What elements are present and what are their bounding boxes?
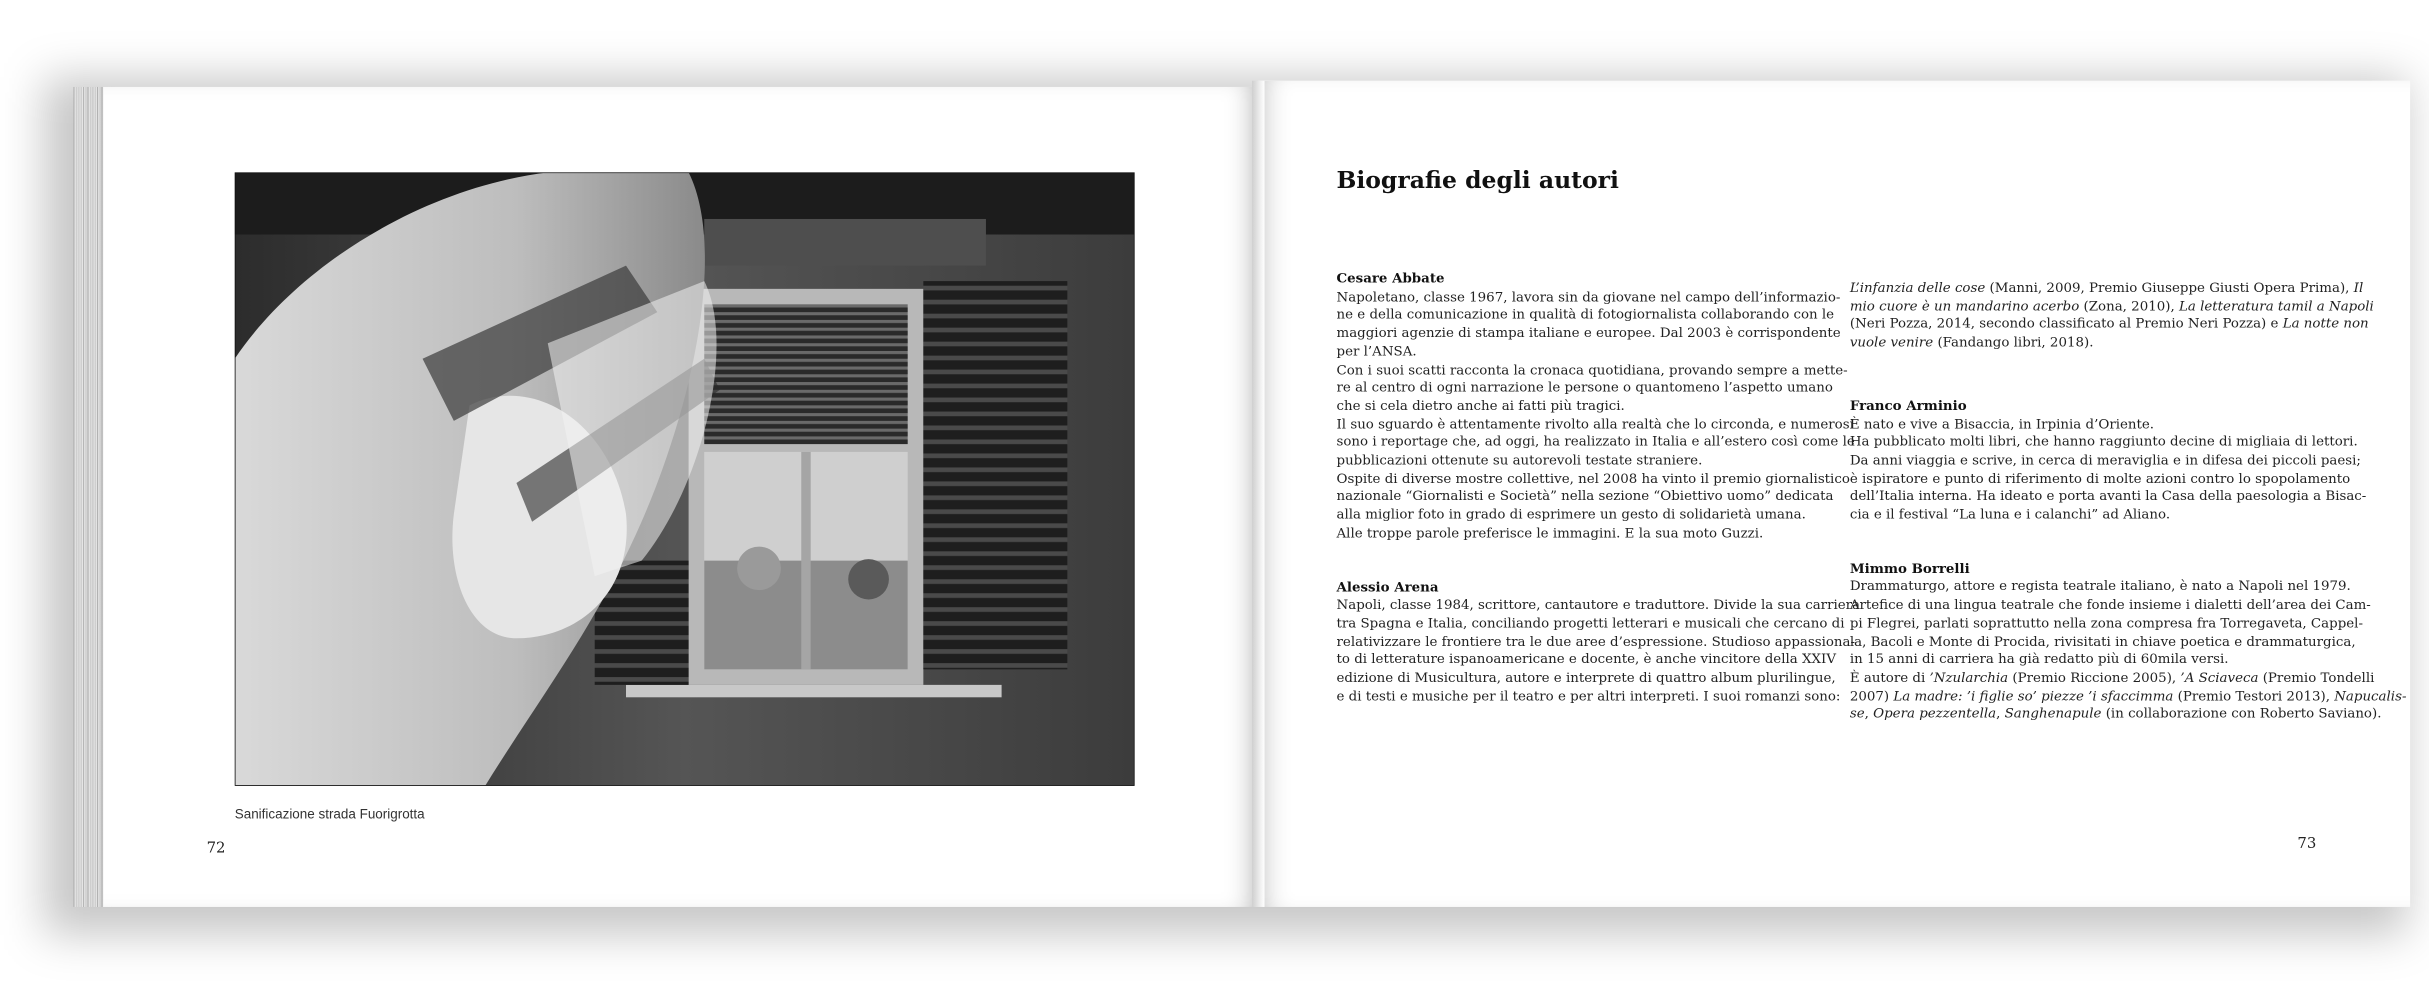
bio-line: maggiori agenzie di stampa italiane e europee. Dal 2003 è corrispondente — [1336, 326, 1841, 342]
bio-line: Ha pubblicato molti libri, che hanno raggiunto decine di migliaia di lettori. — [1849, 435, 2358, 451]
bio-line: per l’ANSA. — [1336, 344, 1417, 361]
bio-line: ne e della comunicazione in qualità di fotogiornalista collaborando con le — [1336, 308, 1835, 324]
bio-line: tra Spagna e Italia, conciliando progetti letterari e musicali che cercano di — [1336, 616, 1845, 632]
bio-column-left — [1337, 272, 1861, 708]
bio-line: Il suo sguardo è attentamente rivolto alla realtà che lo circonda, e numerosi — [1336, 417, 1854, 433]
photo-caption: Sanificazione strada Fuorigrotta — [234, 806, 425, 822]
author-name-borrelli: Mimmo Borrelli — [1849, 561, 1970, 578]
bio-line: Da anni viaggia e scrive, in cerca di meraviglia e in difesa dei piccoli paesi; — [1849, 453, 2361, 469]
book-spine — [1252, 81, 1265, 907]
bio-line: 2007) La madre: ’i figlie so’ piezze ’i sfaccimma (Premio Testori 2013), Napucalis- — [1849, 688, 2407, 705]
photo-illustration — [235, 172, 1135, 785]
bio-line: che si cela dietro anche ai fatti più tragici. — [1336, 398, 1625, 415]
author-name-arena: Alessio Arena — [1336, 580, 1439, 596]
bio-column-right — [1850, 281, 2407, 725]
author-name-arminio: Franco Arminio — [1849, 398, 1967, 415]
bio-line: cia e il festival “La luna e i calanchi” ad Aliano. — [1849, 507, 2171, 524]
bio-line: in 15 anni di carriera ha già redatto più di 60mila versi. — [1849, 652, 2229, 669]
book-title: mio cuore è un mandarino acerbo — [1849, 299, 2080, 315]
photograph — [235, 172, 1135, 785]
page-title: Biografie degli autori — [1336, 166, 1619, 195]
bio-line: pi Flegrei, parlati soprattutto nella zona compresa fra Torregaveta, Cappel- — [1849, 616, 2363, 632]
page-number-left: 72 — [206, 840, 226, 858]
author-name-abbate: Cesare Abbate — [1336, 271, 1445, 288]
bio-line: Drammaturgo, attore e regista teatrale italiano, è nato a Napoli nel 1979. — [1849, 579, 2351, 596]
bio-line: Ospite di diverse mostre collettive, nel 2008 ha vinto il premio giornalistico — [1336, 471, 1850, 488]
bio-line: È nato e vive a Bisaccia, in Irpinia d’Oriente. — [1849, 417, 2155, 433]
bio-line: È autore di ’Nzularchia (Premio Riccione 2005), ’A Sciaveca (Premio Tondelli — [1849, 670, 2375, 687]
bio-line: se, Opera pezzentella, Sanghenapule (in collaborazione con Roberto Saviano). — [1849, 707, 2382, 723]
bio-line: L’infanzia delle cose (Manni, 2009, Premio Giuseppe Giusti Opera Prima), Il — [1849, 281, 2364, 297]
bio-line: pubblicazioni ottenute su autorevoli testate straniere. — [1336, 453, 1703, 470]
bio-line: Con i suoi scatti racconta la cronaca quotidiana, provando sempre a mette- — [1336, 362, 1848, 379]
bio-line: è ispiratore e punto di riferimento di molte azioni contro lo spopolamento — [1849, 471, 2351, 488]
bio-line: Napoli, classe 1984, scrittore, cantautore e traduttore. Divide la sua carriera — [1336, 598, 1861, 614]
bio-line: e di testi e musiche per il teatro e per altri interpreti. I suoi romanzi sono: — [1336, 689, 1841, 705]
bio-line: Napoletano, classe 1967, lavora sin da giovane nel campo dell’informazio- — [1336, 289, 1841, 306]
bio-line: Alle troppe parole preferisce le immagini. E la sua moto Guzzi. — [1336, 526, 1764, 542]
bio-line: to di letterature ispanoamericane e docente, è anche vincitore della XXIV — [1336, 652, 1836, 669]
bio-line: la, Bacoli e Monte di Procida, rivisitati in chiave poetica e drammaturgica, — [1849, 634, 2356, 651]
bio-line: relativizzare le frontiere tra le due aree d’espressione. Studioso appassiona- — [1336, 634, 1856, 651]
bio-line: nazionale “Giornalisti e Società” nella sezione “Obiettivo uomo” dedicata — [1336, 489, 1834, 506]
bio-line: mio cuore è un mandarino acerbo (Zona, 2010), La letteratura tamil a Napoli — [1849, 299, 2374, 315]
bio-line: edizione di Musicultura, autore e interprete di quattro album plurilingue, — [1336, 670, 1836, 687]
bio-line: alla miglior foto in grado di esprimere un gesto di solidarietà umana. — [1336, 508, 1806, 524]
bio-line: dell’Italia interna. Ha ideato e porta avanti la Casa della paesologia a Bisac- — [1849, 489, 2367, 506]
bio-line: Artefice di una lingua teatrale che fonde insieme i dialetti dell’area dei Cam- — [1849, 598, 2371, 614]
page-number-right: 73 — [2297, 835, 2317, 853]
bio-line: sono i reportage che, ad oggi, ha realizzato in Italia e all’estero così come le — [1336, 435, 1855, 451]
bio-line: re al centro di ogni narrazione le persone o quantomeno l’aspetto umano — [1336, 380, 1833, 397]
bio-line: vuole venire (Fandango libri, 2018). — [1849, 335, 2094, 352]
book-title: L’infanzia delle cose — [1849, 281, 1986, 297]
bio-line: (Neri Pozza, 2014, secondo classificato al Premio Neri Pozza) e La notte non — [1849, 317, 2369, 333]
